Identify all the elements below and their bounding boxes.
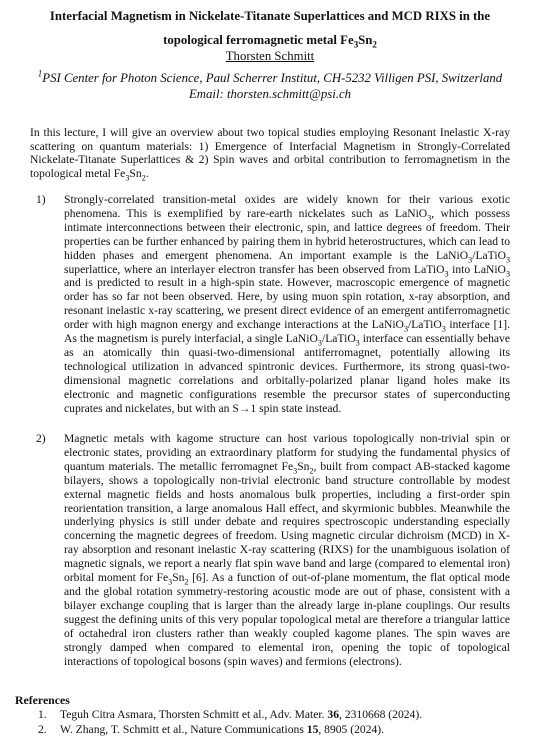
intro-paragraph: In this lecture, I will give an overview about two topical studies employing Resonant Inelastic X-ray scattering on quantum materials: 1) Emergence of Interfacial Magnetism in Strongly-Correlated Nickelate-Titanate Superlattices & 2) Spin waves and orbital contribution to ferromagnetism in the topological metal $Fe_3Sn_2$. [30, 126, 510, 183]
affiliation-email: Email: thorsten.schmitt@psi.ch [188, 87, 352, 101]
references-list [30, 707, 520, 737]
paper-title [20, 4, 520, 52]
author-name: Thorsten Schmitt [225, 49, 315, 63]
list-item-text: Magnetic metals with kagome structure can host various topologically non-trivial spin or electronic states, providing an extraordinary platform for studying the fundamental physics of quantum materials. The metallic ferromagnet $Fe_3Sn_2$, built from compact AB-stacked kagome bilayers, shows a topologically non-trivial electronic band structure controllable by modest external magnetic fields and hosts anomalous bulk properties, including a first-order spin reorientation transition, a large anomalous Hall effect, and skyrmionic bubbles. Meanwhile the underlying physics is still under debate and requires spectroscopic understanding especially concerning the magnetic degrees of freedom. Using magnetic circular dichroism (MCD) in X-ray absorption and resonant inelastic X-ray scattering (RIXS) for the unambiguous isolation of magnetic signals, we report a nearly flat spin wave band and large (compared to elemental iron) orbital moment for $Fe_3Sn_2$ [6]. As a function of out-of-plane momentum, the flat optical mode and the global rotation symmetry-restoring acoustic mode are out of phase, consistent with a bilayer exchange coupling that is larger than the already large in-plane couplings. Our results suggest the defining units of this very popular topological metal are therefore a triangular lattice of octahedral iron clusters rather than weakly coupled kagome planes. The spin waves are strongly damped when compared to elemental iron, opening the topic of topological interactions of topological bosons (spin waves) and fermions (electrons). [64, 432, 511, 668]
list-item-1 [30, 193, 510, 416]
list-item-number: 1) [36, 193, 46, 206]
references-heading: References [15, 693, 70, 707]
list-item-text: Strongly-correlated transition-metal oxides are widely known for their various exotic phenomena. This is exemplified by rare-earth nickelates such as LaNiO$_3$, which possess intimate interconnections between their electronic, spin, and lattice degrees of freedom. Their properties can be further enhanced by pairing them in hybrid heterostructures, which can lead to hidden phases and emergent phenomena. An important example is the LaNiO$_3$/LaTiO$_3$ superlattice, where an interlayer electron transfer has been observed from LaTiO$_3$ into LaNiO$_3$ and is predicted to result in a high-spin state. However, macroscopic emergence of magnetic order has so far not been observed. Here, by using muon spin rotation, x-ray absorption, and resonant inelastic x-ray scattering, we present direct evidence of an emergent antiferromagnetic order with high magnon energy and exchange interactions at the LaNiO$_3$/LaTiO$_3$ interface [1]. As the magnetism is purely interfacial, a single LaNiO$_3$/LaTiO$_3$ interface can essentially behave as an atomically thin quasi-two-dimensional antiferromagnet, potentially allowing its technological utilization in advanced spintronic devices. Furthermore, its strong quasi-two-dimensional magnetic correlations and orbitally-polarized planar ligand holes make its electronic and magnetic configurations resemble the precursor states of superconducting cuprates and nickelates, but with an S→1 spin state instead. [64, 193, 510, 415]
list-item-number: 2) [36, 432, 46, 445]
title-line-1: Interfacial Magnetism in Nickelate-Titanate Superlattices and MCD RIXS in the [49, 9, 491, 23]
affiliation-line-1: $^1$PSI Center for Photon Science, Paul Scherrer Institut, CH-5232 Villigen PSI, Switzerland [37, 68, 503, 85]
title-line-2: topological ferromagnetic metal $Fe_3Sn_2$ [163, 33, 377, 50]
reference-item: 2. W. Zhang, T. Schmitt et al., Nature Communications 15, 8905 (2024). [38, 723, 385, 736]
reference-item: 1. Teguh Citra Asmara, Thorsten Schmitt et al., Adv. Mater. 36, 2310668 (2024). [38, 708, 423, 721]
affiliation [10, 70, 530, 102]
list-item-2 [30, 432, 510, 668]
